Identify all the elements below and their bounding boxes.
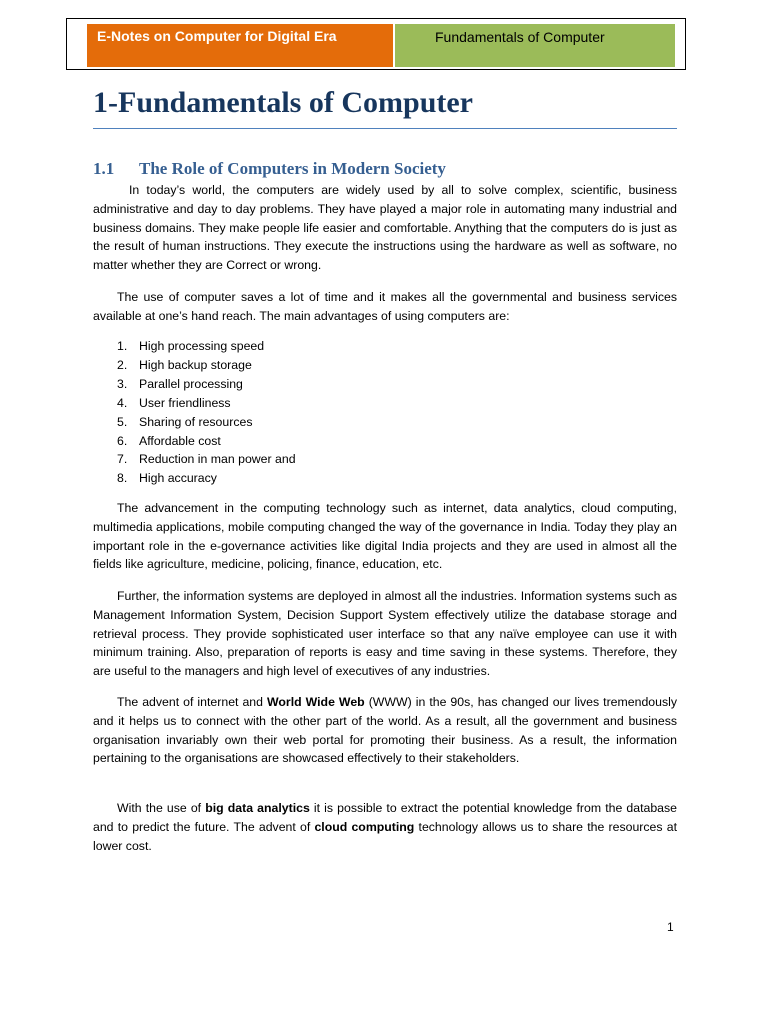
list-item [93,432,677,451]
list-item-number: 4. [117,395,128,410]
p6-text-b: it is possible to extract the potential knowledge from the database and to predict the future. The advent of [93,801,677,834]
list-item [93,413,677,432]
paragraph-1: In today’s world, the computers are widely used by all to solve complex, scientific, business administrative and day to day problems. They have played a major role in automating many industrial and business domains. They make people life easier and comfortable. Anything that the computers do is just as the result of human instructions. They execute the instructions using the hardware as well as software, no matter whether they are Correct or wrong. [93,183,677,273]
paragraph-2: The use of computer saves a lot of time and it makes all the governmental and business services available at one’s hand reach. The main advantages of using computers are: [93,290,677,323]
list-item [93,394,677,413]
list-item-text: High processing speed [139,339,265,353]
list-item-number: 8. [117,471,128,486]
list-item-number: 3. [117,376,128,391]
paragraph-6 [93,799,677,855]
p6-text-a: With the use of [117,801,206,815]
list-item-number: 1. [117,339,128,353]
list-item-text: Sharing of resources [139,414,253,429]
p6-text-c: technology allows us to share the resources at lower cost. [93,819,677,853]
p4-text-a: Further, the information systems are deployed in almost all the industries. [117,589,521,603]
list-item-text: Affordable cost [139,433,221,448]
list-item [93,375,677,394]
list-item-text: High backup storage [139,357,252,372]
page-title: 1-Fundamentals of Computer [93,86,473,119]
p6-term-1: big data analytics [205,801,310,815]
page-number: 1 [667,920,674,934]
list-item [93,450,677,469]
section-title: The Role of Computers in Modern Society [139,159,446,178]
list-item-text: Parallel processing [139,376,243,391]
list-item-text: Reduction in man power and [139,452,296,467]
advantages-list [93,337,677,488]
p5-term: World Wide Web [267,695,365,709]
header-left-label: E-Notes on Computer for Digital Era [87,24,393,67]
header-right-label: Fundamentals of Computer [395,24,675,67]
list-item [93,356,677,375]
p5-text-b: (WWW) in the 90s, has changed our lives tremendously and it helps us to connect with the other part of the world. As a result, all the government and business organisation invariably own their web portal for promoting their business. As a result, the information pertaining to the organisations are showcased effectively to their stakeholders. [93,695,677,766]
list-item-number: 6. [117,433,128,448]
list-item-number: 5. [117,414,128,429]
list-item-number: 7. [117,452,128,467]
list-item [93,469,677,488]
p4-term: Information systems [520,589,631,603]
p5-text-a: The advent of internet and [117,695,268,709]
list-item-text: High accuracy [139,471,217,486]
list-item-text: User friendliness [139,395,231,410]
p6-term-2: cloud computing [314,819,415,834]
section-number: 1.1 [93,159,115,178]
p4-text-b: such as Management Information System, Decision Support System effectively utilize the database storage and retrieval process. They provide sophisticated user interface so that any naïve employee can use it with minimum training. Also, preparation of reports is easy and time saving in these systems. Therefore, they are useful to the managers and high level of executives of any industries. [93,589,677,679]
paragraph-4 [93,587,677,681]
section-heading [93,159,446,179]
paragraph-3: The advancement in the computing technology such as internet, data analytics, cloud computing, multimedia applications, mobile computing changed the way of the governance in India. Today they play an important role in the e-governance activities like digital India projects and they are used in almost all the fields like agriculture, medicine, policing, finance, education, etc. [93,501,677,572]
list-item [93,337,677,356]
list-item-number: 2. [117,357,128,372]
title-divider [93,128,677,129]
paragraph-5 [93,693,677,768]
